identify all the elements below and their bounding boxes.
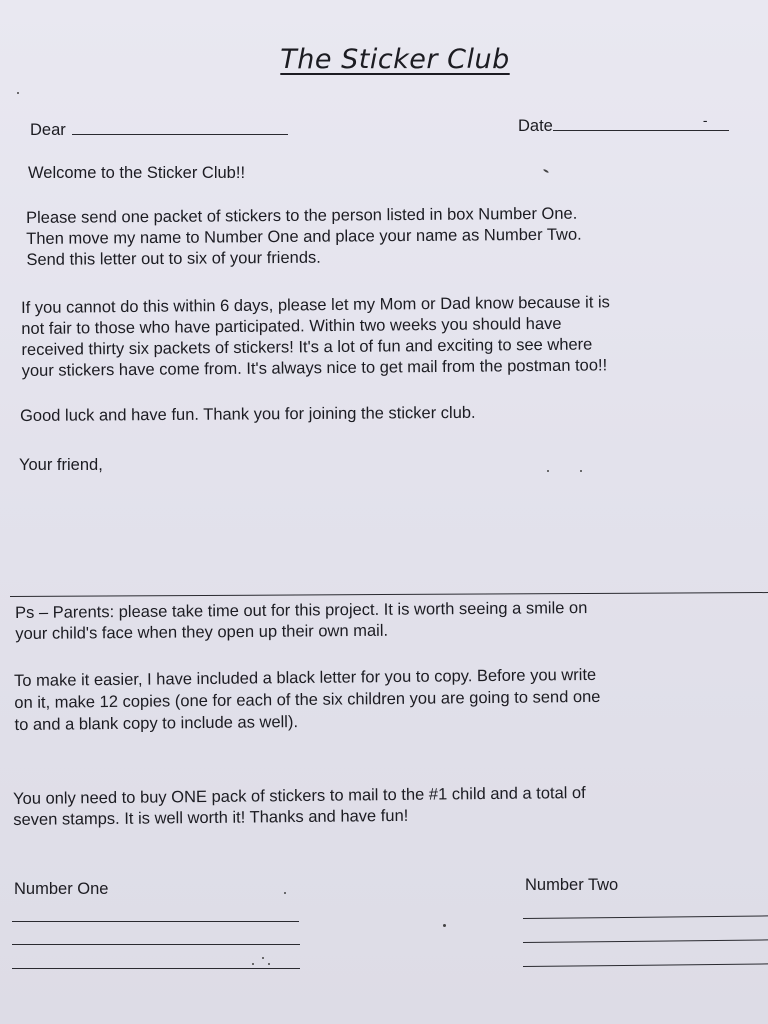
number-one-blank-1 xyxy=(12,921,299,922)
date-label: Date xyxy=(518,117,553,135)
letter-title-text: The Sticker Club xyxy=(280,44,510,75)
stamps-paragraph: You only need to buy ONE pack of stickers to mail to the #1 child and a total of seven stamps. It is well worth it! Thanks and have fun! xyxy=(13,784,586,829)
welcome-text: Welcome to the Sticker Club!! xyxy=(28,164,246,182)
number-two-blank-1 xyxy=(523,915,768,919)
number-one-blank-2 xyxy=(12,944,300,945)
number-one-blank-3 xyxy=(12,968,300,969)
paper-speck xyxy=(268,963,270,965)
section-divider xyxy=(10,592,768,597)
paper-speck xyxy=(547,470,549,472)
date-mark: - xyxy=(702,112,708,128)
signoff-text: Your friend, xyxy=(19,456,103,474)
ps-parents-paragraph: Ps – Parents: please take time out for this project. It is worth seeing a smile on your child's face when they open up their own mail. xyxy=(15,599,588,643)
paper-speck xyxy=(17,92,19,94)
dear-label: Dear xyxy=(30,121,66,139)
paper-speck xyxy=(543,169,549,174)
deadline-paragraph: If you cannot do this within 6 days, please let my Mom or Dad know because it is not fair to those who have participated. Within two weeks you should have received thirty six packets of stickers! It's a lot of fun and exciting to see where your stickers have come from. It's always nice to get mail from the postman too!! xyxy=(21,293,610,380)
dear-line xyxy=(30,121,288,140)
instructions-paragraph: Please send one packet of stickers to the person listed in box Number One. Then move my name to Number One and place your name as Number Two. Send this letter out to six of your friends. xyxy=(26,204,582,269)
paper-speck xyxy=(284,892,286,894)
dear-blank xyxy=(72,122,288,135)
good-luck-text: Good luck and have fun. Thank you for joining the sticker club. xyxy=(20,403,476,425)
letter-title xyxy=(0,44,768,75)
date-blank xyxy=(553,112,729,131)
number-two-blank-3 xyxy=(523,963,768,967)
paper-speck xyxy=(252,963,254,965)
paper-speck xyxy=(262,957,264,959)
number-two-blank-2 xyxy=(523,939,768,943)
number-two-label: Number Two xyxy=(525,876,619,894)
date-line xyxy=(518,112,729,136)
number-one-label: Number One xyxy=(14,880,109,898)
paper-speck xyxy=(580,470,582,472)
paper-speck xyxy=(443,924,446,927)
copies-paragraph: To make it easier, I have included a black letter for you to copy. Before you write on it, make 12 copies (one for each of the six children you are going to send one to and a blank copy to include as well). xyxy=(14,665,601,734)
